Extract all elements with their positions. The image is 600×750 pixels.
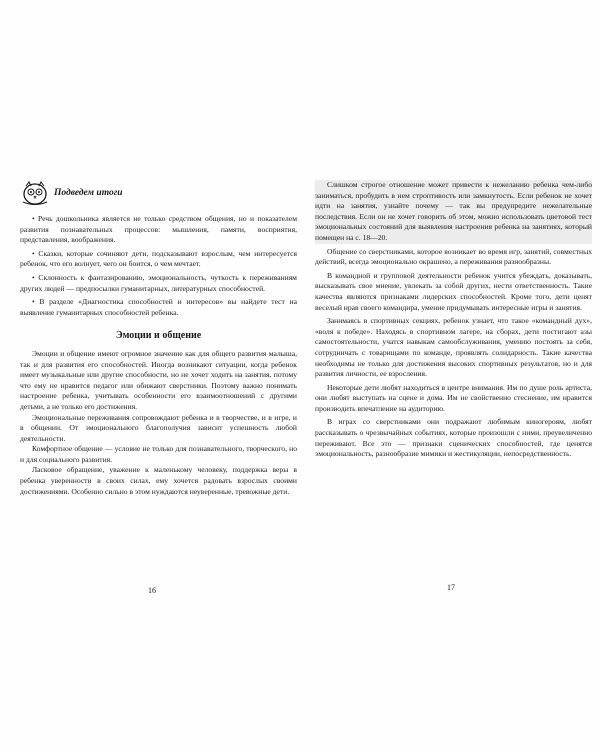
body-paragraph: Эмоции и общение имеют огромное значение как для общего развития малыша, так и для развития его способностей. Иногда возникают ситуации, когда ребенок имеет музыкальные или другие способности, но не хочет ходить на занятия, потому что ему не нравится педагог или обижают сверстники. Поэтому важно понимать настроение ребенка, учитывать особенности его взаимоотношений с другими детьми, а не только его достижения. xyxy=(20,348,297,411)
summary-header xyxy=(20,180,297,206)
summary-title: Подведем итоги xyxy=(54,188,123,198)
summary-bullet: • Склонность к фантазированию, эмоциональность, чуткость к переживаниям других людей — предпосылки гуманитарных, литературных способностей. xyxy=(20,272,297,293)
body-paragraph: Некоторые дети любят находиться в центре внимания. Им по душе роль артиста, они любят выступать на сцене и дома. Им не свойственно стеснение, им нравится производить впечатление на аудиторию. xyxy=(315,382,592,413)
body-paragraph: Ласковое обращение, уважение к маленькому человеку, поддержка веры в ребенка уверенности в своих силах, ему хочется радовать взрослых своими достижениями. Особенно сильно в этом нуждаются неуверенные, тревожные дети. xyxy=(20,465,297,496)
right-page xyxy=(315,180,592,460)
page-number-right: 17 xyxy=(447,583,455,592)
owl-icon xyxy=(20,180,50,206)
body-paragraph: В играх со сверстниками они подражают любимым киногероям, любят рассказывать о чрезвычайных событиях, которые произошли с ними, преувеличенно переживают. Все это — признаки сценических способностей, где ценятся эмоциональность, разнообразие мимики и жестикуляции, непосредственность. xyxy=(315,417,592,459)
body-paragraph: Слишком строгое отношение может привести к нежеланию ребенка чем-либо заниматься, пробудить в нем строптивость или замкнутость. Если ребенок не хочет идти на занятия, узнайте почему — так вы предупредите нежелательные последствия. Если он не хочет говорить об этом, можно использовать цветовой тест эмоциональных состояний для выявления настроения ребенка на занятиях, который помещен на с. 18—20. xyxy=(315,180,592,242)
summary-bullet: • Речь дошкольника является не только средством общения, но и показателем развития познавательных процессов: мышления, памяти, восприятия, представления, воображения. xyxy=(20,214,297,245)
section-heading: Эмоции и общение xyxy=(115,330,202,342)
body-paragraph: Эмоциональные переживания сопровождают ребенка и в творчестве, и в игре, и в общении. От эмоционального благополучия зависит успешность любой деятельности. xyxy=(20,412,297,443)
summary-bullet: • В разделе «Диагностика способностей и интересов» вы найдете тест на выявление гуманитарных способностей ребенка. xyxy=(20,297,297,317)
page-number-left: 16 xyxy=(148,586,156,595)
body-paragraph: Общение со сверстниками, которое возникает во время игр, занятий, совместных действий, всегда эмоционально окрашено, а переживания разнообразны. xyxy=(315,246,592,267)
summary-bullet: • Сказки, которые сочиняют дети, подсказывают взрослым, чем интересуется ребенок, что его волнует, чего он боится, о чем мечтает. xyxy=(20,248,297,269)
left-page xyxy=(20,180,297,497)
body-paragraph: Комфортное общение — условие не только для познавательного, творческого, но и для социального развития. xyxy=(20,444,297,464)
body-paragraph: В командной и групповой деятельности ребенок учится убеждать, доказывать, высказывать свое мнение, увлекать за собой других, нести ответственность. Такие качества являются признаками лидерских способностей. Кроме того, дети ценят веселый нрав своего командира, умение придумывать интересные игры и занятия. xyxy=(315,270,592,312)
body-paragraph: Занимаясь в спортивных секциях, ребенок узнает, что такое «командный дух», «воля к победе». Находясь в спортивном лагере, на сборах, дети постигают азы самостоятельности, учатся навыкам самообслуживания, умению постоять за себя, сотрудничать с товарищами по команде, проявлять солидарность. Такие качества необходимы не только для достижения высоких спортивных результатов, но и для развития личности, ее взросления. xyxy=(315,316,592,379)
